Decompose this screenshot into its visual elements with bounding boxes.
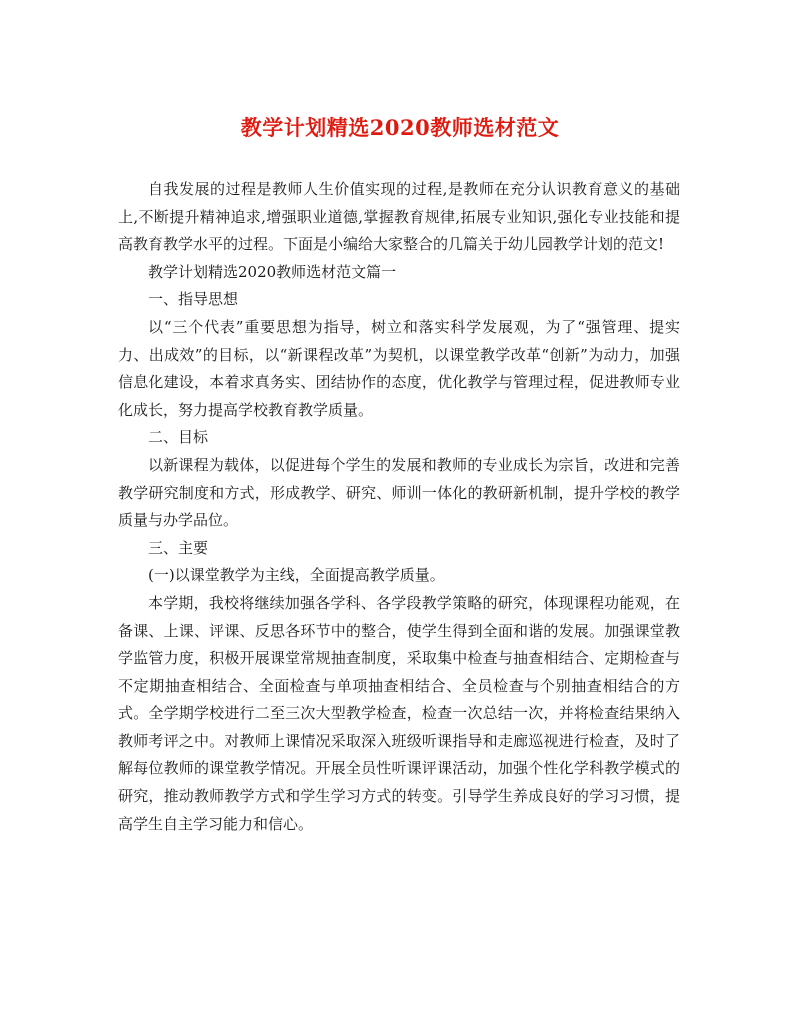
classroom-teaching-paragraph: 本学期，我校将继续加强各学科、各学段教学策略的研究，体现课程功能观，在备课、上课、评课、反思各环节中的整合，使学生得到全面和谐的发展。加强课堂教学监管力度，积极开展课堂常规抽查制度，采取集中检查与抽查相结合、定期检查与不定期抽查相结合、全面检查与单项抽查相结合、全员检查与个别抽查相结合的方式。全学期学校进行二至三次大型教学检查，检查一次总结一次，并将检查结果纳入教师考评之中。对教师上课情况采取深入班级听课指导和走廊巡视进行检查，及时了解每位教师的课堂教学情况。开展全员性听课评课活动，加强个性化学科教学模式的研究，推动教师教学方式和学生学习方式的转变。引导学生养成良好的学习习惯，提高学生自主学习能力和信心。 bbox=[118, 593, 680, 833]
section-heading-main: 三、主要 bbox=[148, 538, 209, 557]
intro-paragraph: 自我发展的过程是教师人生价值实现的过程,是教师在充分认识教育意义的基础上,不断提升精神追求,增强职业道德,掌握教育规律,拓展专业知识,强化专业技能和提高教育教学水平的过程。下面是小编给大家整合的几篇关于幼儿园教学计划的范文! bbox=[118, 180, 680, 254]
section-heading-goals: 二、目标 bbox=[148, 428, 209, 447]
subsection-heading-classroom: (一)以课堂教学为主线，全面提高教学质量。 bbox=[148, 566, 445, 585]
document-body bbox=[118, 176, 680, 838]
section-heading-guiding-ideology: 一、指导思想 bbox=[148, 290, 239, 309]
guiding-ideology-paragraph: 以“三个代表”重要思想为指导，树立和落实科学发展观，为了“强管理、提实力、出成效”的目标，以“新课程改革”为契机，以课堂教学改革“创新”为动力，加强信息化建设，本着求真务实、团结协作的态度，优化教学与管理过程，促进教师专业化成长，努力提高学校教育教学质量。 bbox=[118, 317, 680, 419]
goals-paragraph: 以新课程为载体，以促进每个学生的发展和教师的专业成长为宗旨，改进和完善教学研究制度和方式，形成教学、研究、师训一体化的教研新机制，提升学校的教学质量与办学品位。 bbox=[118, 455, 680, 530]
section-heading-part-one: 教学计划精选2020教师选材范文篇一 bbox=[148, 262, 397, 281]
document-title: 教学计划精选2020教师选材范文 bbox=[240, 115, 560, 140]
